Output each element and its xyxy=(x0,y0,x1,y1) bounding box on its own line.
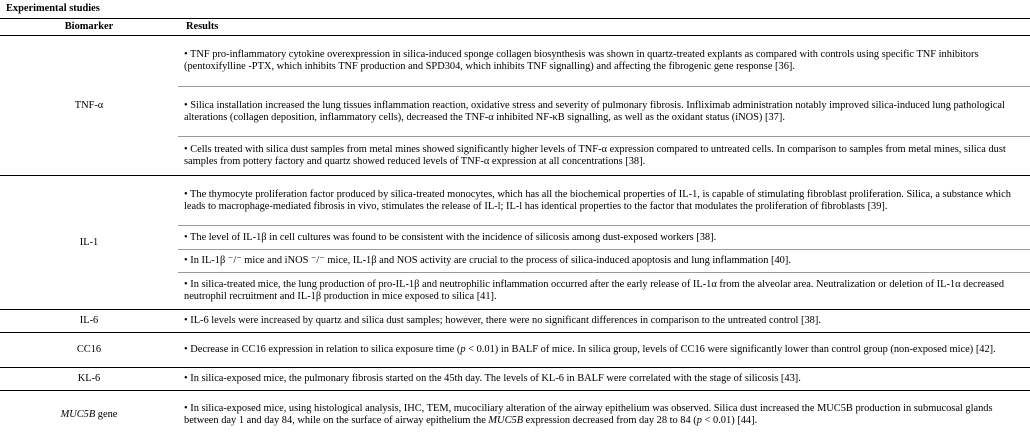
citation-link[interactable]: [38] xyxy=(625,156,643,167)
header-row xyxy=(0,19,1030,36)
citation-link[interactable]: [39] xyxy=(867,200,885,212)
citation-link[interactable]: [41] xyxy=(476,291,495,302)
biomarker-tnf-alpha: TNF-α xyxy=(0,36,178,176)
biomarker-cc16: CC16 xyxy=(0,333,178,368)
result-cell xyxy=(178,368,1030,391)
result-end: . xyxy=(713,231,717,243)
result-cell xyxy=(178,333,1030,368)
biomarker-muc5b-gene xyxy=(0,391,178,437)
citation-link[interactable]: [38] xyxy=(801,315,819,327)
result-text: • Decrease in CC16 expression in relation to silica exposure time ( xyxy=(184,344,461,356)
result-text: • Silica installation increased the lung tissues inflammation reaction, oxidative stress and severity of pulmonary fibrosis. Infliximab administration notably improved silica-induced lung pathological alterations (collagen deposition, inflammatory cells), decreased the TNF-α inhibited NF-κB signalling, as well as the oxidant status (iNOS) xyxy=(184,99,1005,123)
table-row xyxy=(0,176,1030,226)
biomarker-il-1: IL-1 xyxy=(0,176,178,310)
biomarker-il-6: IL-6 xyxy=(0,310,178,333)
result-cell xyxy=(178,36,1030,87)
result-text: • In silica-exposed mice, the pulmonary fibrosis started on the 45th day. The levels of KL-6 in BALF were correlated with the stage of silicosis xyxy=(184,373,779,385)
result-end: . xyxy=(993,344,996,356)
gene-name: MUC5B xyxy=(60,408,96,420)
citation-link[interactable]: [42] xyxy=(975,344,994,356)
result-text: • Cells treated with silica dust samples from metal mines showed significantly higher levels of TNF-α expression compared to untreated cells. In comparison to samples from metal mines, silica dust samples from pottery factory and quartz showed reduced levels of TNF-α expression at all concentrations xyxy=(184,144,1006,167)
result-text: • The level of IL-1β in cell cultures was found to be consistent with the incidence of silicosis among dust-exposed workers xyxy=(184,231,694,243)
result-text: • IL-6 levels were increased by quartz and silica dust samples; however, there were no significant differences in comparison to the untreated control xyxy=(184,315,799,327)
result-cell xyxy=(178,137,1030,176)
gene-name: MUC5B xyxy=(488,414,524,426)
result-cell xyxy=(178,226,1030,250)
result-end: . xyxy=(792,61,795,72)
result-cell xyxy=(178,310,1030,333)
citation-link[interactable]: [36] xyxy=(775,61,793,72)
table-row xyxy=(0,310,1030,333)
result-end: . xyxy=(884,200,888,212)
citation-link[interactable]: [43] xyxy=(780,373,799,385)
table-title-row xyxy=(0,0,1030,19)
result-end: . xyxy=(642,156,646,167)
result-end: . xyxy=(754,414,758,426)
table-row xyxy=(0,391,1030,437)
result-text: < 0.01) xyxy=(701,414,735,426)
result-text: • In silica-exposed mice, using histological analysis, IHC, TEM, mucociliary alteration of the airway epithelium was observed. Silica dust increased the MUC5B production in submucosal glands between day 1 and day 84, while on the surface of airway epithelium the xyxy=(184,402,993,426)
citation-link[interactable]: [40] xyxy=(771,255,789,267)
p-value-symbol: p xyxy=(460,344,466,356)
result-end: . xyxy=(788,255,791,267)
table-row xyxy=(0,333,1030,368)
table-title: Experimental studies xyxy=(0,0,1030,19)
table-row xyxy=(0,36,1030,87)
result-cell xyxy=(178,250,1030,273)
header-biomarker: Biomarker xyxy=(0,19,178,36)
result-text: • In silica-treated mice, the lung production of pro-IL-1β and neutrophilic inflammation occurred after the early release of IL-1α from the alveolar area. Neutralization or deletion of IL-1α decreased neutrophil recruitment and IL-1β production in mice exposed to silica xyxy=(184,279,1005,302)
table-row xyxy=(0,368,1030,391)
gene-suffix: gene xyxy=(95,408,118,420)
biomarker-kl-6: KL-6 xyxy=(0,368,178,391)
citation-link[interactable]: [44] xyxy=(737,414,755,426)
header-results: Results xyxy=(178,19,1030,36)
result-end: . xyxy=(818,315,821,327)
citation-link[interactable]: [38] xyxy=(696,231,714,243)
result-end: . xyxy=(494,291,497,302)
p-value-symbol: p xyxy=(696,414,702,426)
result-text: expression decreased from day 28 to 84 ( xyxy=(523,414,697,426)
citation-link[interactable]: [37] xyxy=(765,111,783,123)
result-cell xyxy=(178,87,1030,137)
result-cell xyxy=(178,273,1030,310)
result-cell xyxy=(178,391,1030,437)
result-text: • The thymocyte proliferation factor produced by silica-treated monocytes, which has all the biochemical properties of IL-1, is capable of stimulating fibroblast proliferation. Silica, a substance which leads to macrophage-mediated fibrosis in vivo, stimulates the release of IL-l; IL-l has identical properties to the factor that modulates the proliferation of fibroblasts xyxy=(184,188,1011,212)
result-text: < 0.01) in BALF of mice. In silica group, levels of CC16 were significantly lower than control group (non-exposed mice) xyxy=(465,344,974,356)
result-text: • TNF pro-inflammatory cytokine overexpression in silica-induced sponge collagen biosynthesis was shown in quartz-treated explants as compared with controls using specific TNF inhibitors (pentoxifylline -PTX, which inhibits TNF production and SPD304, which inhibits TNF signalling) and affecting the fibrogenic gene response xyxy=(184,49,979,72)
result-end: . xyxy=(782,111,785,123)
result-text: • In IL-1β ⁻/⁻ mice and iNOS ⁻/⁻ mice, IL-1β and NOS activity are crucial to the process of silica-induced apoptosis and lung inflammation xyxy=(184,255,769,267)
result-cell xyxy=(178,176,1030,226)
result-end: . xyxy=(798,373,801,385)
